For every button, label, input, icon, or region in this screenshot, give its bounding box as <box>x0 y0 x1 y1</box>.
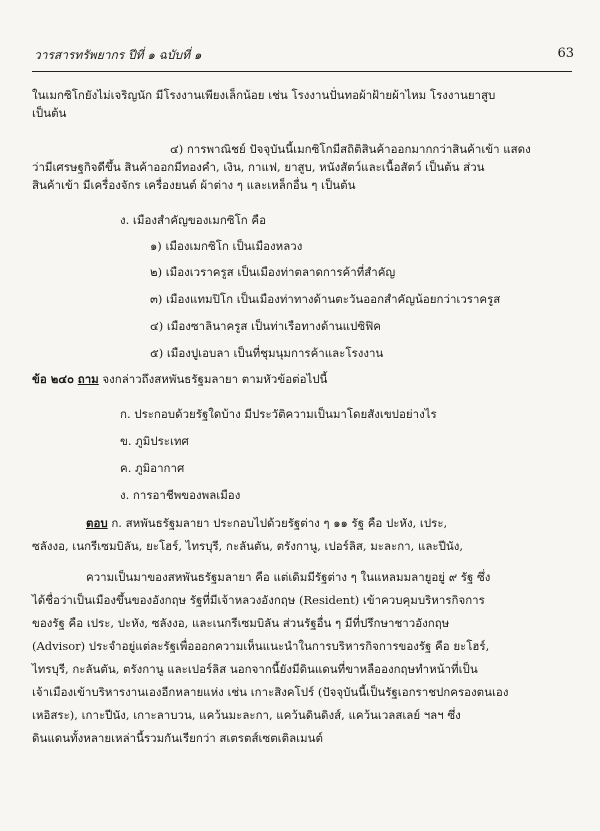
question-part: ข. ภูมิประเทศ <box>120 434 189 448</box>
paragraph-line: สินค้าเข้า มีเครื่องจักร เครื่องยนต์ ผ้าต่าง ๆ และเหล็กอื่น ๆ เป็นต้น <box>32 178 356 192</box>
paragraph-line: ในเมกซิโกยังไม่เจริญนัก มีโรงงานเพียงเล็กน้อย เช่น โรงงานปั่นทอผ้าฝ้ายผ้าไหม โรงงานยาสูบ <box>32 88 496 102</box>
question-part: ค. ภูมิอากาศ <box>120 461 185 475</box>
paragraph-line: เหอิสระ), เกาะปีนัง, เกาะลาบวน, แคว้นมะละกา, แคว้นดินดิงส์, แคว้นเวลสเลย์ ฯลฯ ซึ่ง <box>32 708 461 722</box>
answer-line <box>86 515 447 531</box>
paragraph-line: เจ้าเมืองเข้าบริหารงานเองอีกหลายแห่ง เช่น เกาะสิงคโปร์ (ปัจจุบันนี้เป็นรัฐเอกราชปกครองตนเอง <box>32 685 509 699</box>
page-header <box>34 46 574 66</box>
list-item: ๑) เมืองเมกซิโก เป็นเมืองหลวง <box>150 239 303 253</box>
header-rule <box>32 71 572 72</box>
list-item: ๔) เมืองซาลินาครูส เป็นท่าเรือทางด้านแปซิฟิค <box>150 319 381 333</box>
question-part: ง. การอาชีพของพลเมือง <box>120 488 241 502</box>
answer-text: ก. สหพันธรัฐมลายา ประกอบไปด้วยรัฐต่าง ๆ ๑๑ รัฐ คือ ปะหัง, เประ, <box>111 516 448 530</box>
list-item: ๕) เมืองปูเอบลา เป็นที่ชุมนุมการค้าและโรงงาน <box>150 346 384 360</box>
question-tag: ถาม <box>77 372 99 386</box>
paragraph-line: เป็นต้น <box>32 106 67 120</box>
list-item: ๓) เมืองแทมปิโก เป็นเมืองท่าทางด้านตะวันออกสำคัญน้อยกว่าเวราครูส <box>150 292 501 306</box>
paragraph-line: ว่ามีเศรษฐกิจดีขึ้น สินค้าออกมีทองคำ, เงิน, กาแฟ, ยาสูบ, หนังสัตว์และเนื้อสัตว์ เป็นต้น ส่วน <box>32 160 485 174</box>
paragraph-line: ไทรบุรี, กะลันตัน, ตรังกานู และเปอร์ลิส นอกจากนี้ยังมีดินแดนที่ขาหลือองกฤษทำหน้าที่เป็น <box>32 662 478 676</box>
answer-tag: ตอบ <box>86 516 108 530</box>
list-item: ๒) เมืองเวราครูส เป็นเมืองท่าตลาดการค้าที่สำคัญ <box>150 265 396 279</box>
paragraph-line: ได้ชื่อว่าเป็นเมืองขึ้นของอังกฤษ รัฐที่มีเจ้าหลวงอังกฤษ (Resident) เข้าควบคุมบริหารกิจการ <box>32 593 485 607</box>
question-part: ก. ประกอบด้วยรัฐใดบ้าง มีประวัติความเป็นมาโดยสังเขปอย่างไร <box>120 407 437 421</box>
journal-title: วารสารทรัพยากร ปีที่ ๑ ฉบับที่ ๑ <box>34 48 202 62</box>
paragraph-line: ๔) การพาณิชย์ ปัจจุบันนี้เมกซิโกมีสถิติสินค้าออกมากกว่าสินค้าเข้า แสดง <box>170 142 531 156</box>
question-text: จงกล่าวถึงสหพันธรัฐมลายา ตามหัวข้อต่อไปนี้ <box>102 372 328 386</box>
paragraph-line: ของรัฐ คือ เประ, ปะหัง, ซลังงอ, และเนกรีเซมบิลัน ส่วนรัฐอื่น ๆ มีที่ปรึกษาชาวอังกฤษ <box>32 616 450 630</box>
paragraph-line: ความเป็นมาของสหพันธรัฐมลายา คือ แต่เดิมมีรัฐต่าง ๆ ในแหลมมลายูอยู่ ๙ รัฐ ซึ่ง <box>86 570 491 584</box>
paragraph-line: ดินแดนทั้งหลายเหล่านี้รวมกันเรียกว่า สเตรตส์เซตเติลเมนต์ <box>32 731 323 745</box>
paragraph-line: ซลังงอ, เนกรีเซมบิลัน, ยะโฮร์, ไทรบุรี, กะลันตัน, ตรังกานู, เปอร์ลิส, มะละกา, และปีนัง, <box>32 539 464 553</box>
section-heading: ง. เมืองสำคัญของเมกซิโก คือ <box>120 213 266 227</box>
question-number: ข้อ ๒๔๐ <box>32 372 75 386</box>
question-line <box>32 371 327 387</box>
paragraph-line: (Advisor) ประจำอยู่แต่ละรัฐเพื่อออกความเห็นแนะนำในการบริหารกิจการของรัฐ คือ ยะโฮร์, <box>32 639 490 653</box>
page-number: 63 <box>557 46 574 61</box>
